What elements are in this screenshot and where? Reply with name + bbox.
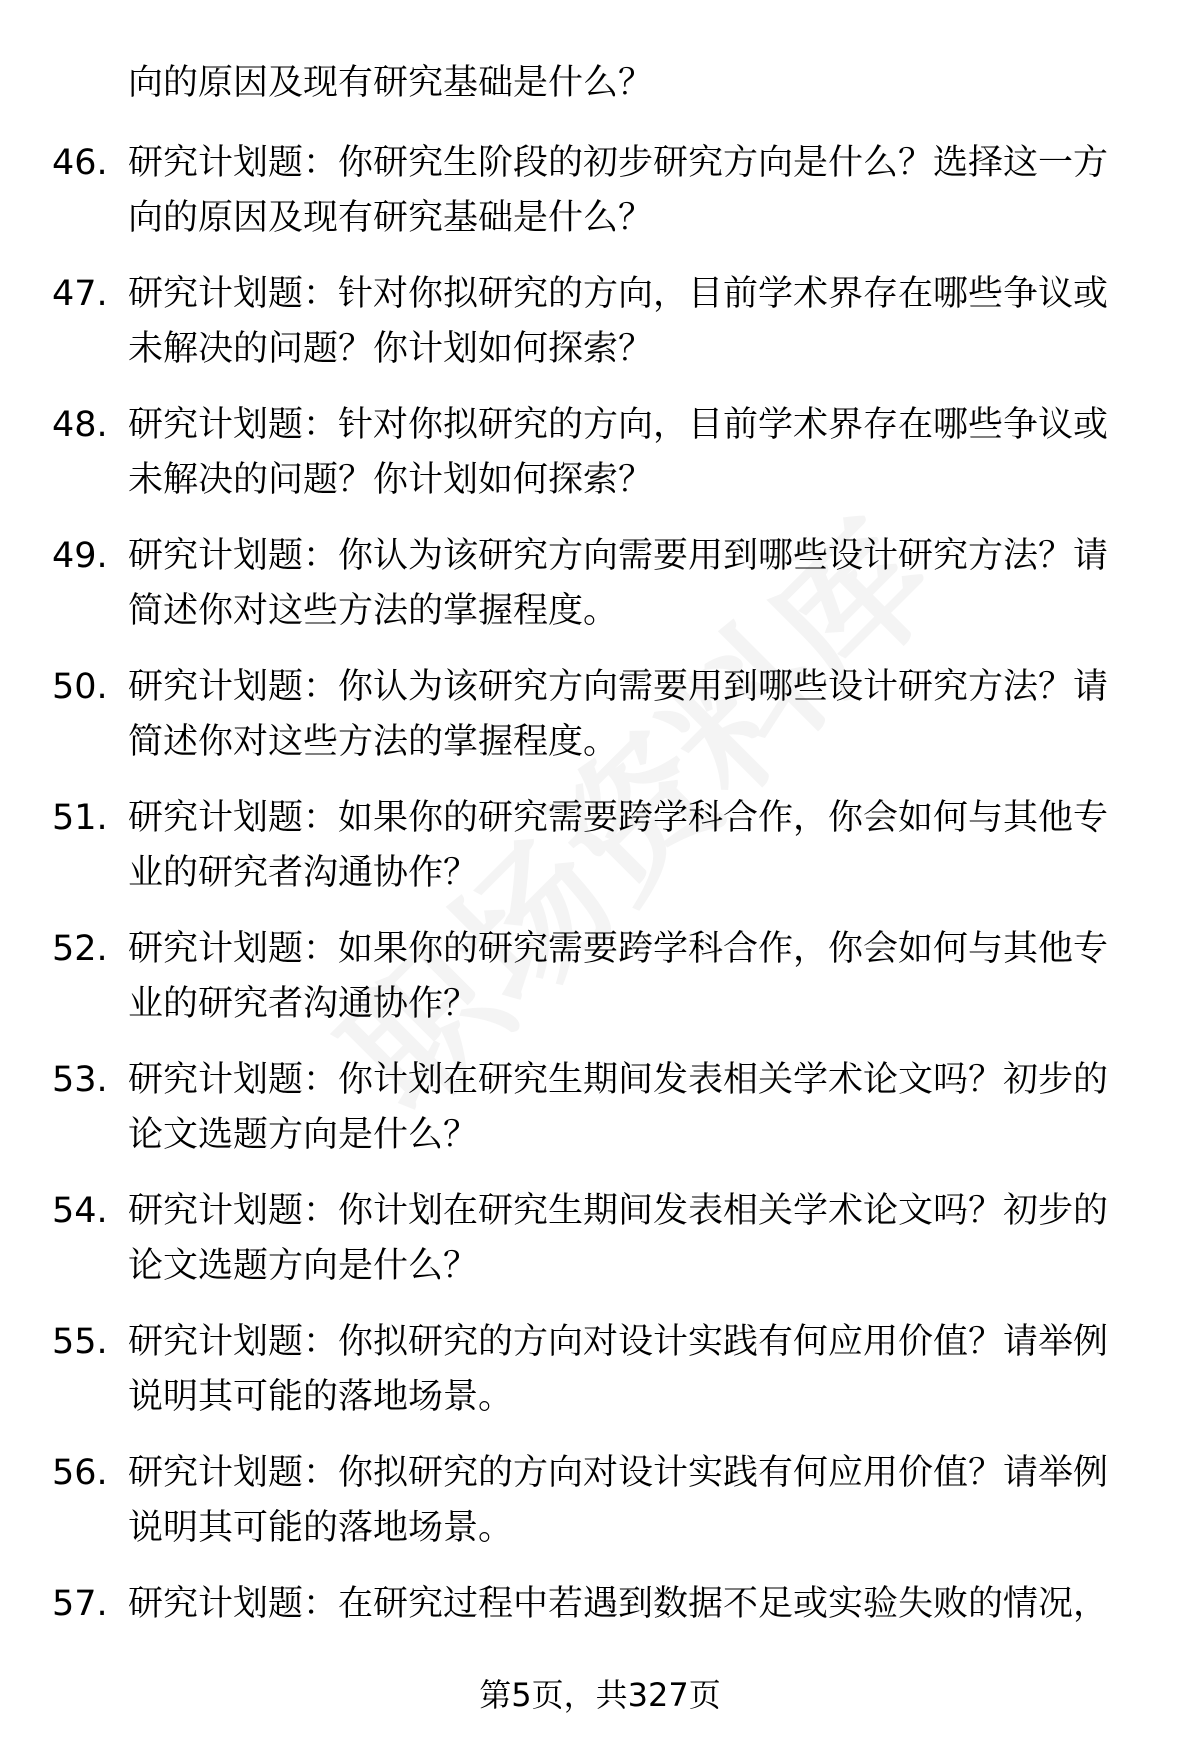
question-number: 47. <box>52 274 108 314</box>
question-item <box>0 1446 1200 1577</box>
question-text: 研究计划题：你拟研究的方向对设计实践有何应用价值？请举例说明其可能的落地场景。 <box>128 1453 1109 1548</box>
question-number: 48. <box>52 405 108 445</box>
question-item <box>0 136 1200 267</box>
question-number: 49. <box>52 536 108 576</box>
question-number: 52. <box>52 929 108 969</box>
question-number: 50. <box>52 667 108 707</box>
page-footer: 第5页，共327页 <box>479 1676 721 1714</box>
question-number: 51. <box>52 798 108 838</box>
question-text: 研究计划题：你计划在研究生期间发表相关学术论文吗？初步的论文选题方向是什么？ <box>128 1191 1109 1286</box>
continuation-text: 向的原因及现有研究基础是什么？ <box>128 63 654 103</box>
question-text: 研究计划题：你认为该研究方向需要用到哪些设计研究方法？请简述你对这些方法的掌握程度。 <box>128 536 1109 631</box>
question-item <box>0 791 1200 922</box>
question-item <box>0 267 1200 398</box>
question-text: 研究计划题：在研究过程中若遇到数据不足或实验失败的情况， <box>128 1584 1109 1624</box>
question-item <box>0 398 1200 529</box>
question-text: 研究计划题：针对你拟研究的方向，目前学术界存在哪些争议或未解决的问题？你计划如何探索？ <box>128 405 1109 500</box>
question-item <box>0 1053 1200 1184</box>
question-item <box>0 922 1200 1053</box>
question-text: 研究计划题：你拟研究的方向对设计实践有何应用价值？请举例说明其可能的落地场景。 <box>128 1322 1109 1417</box>
question-item <box>0 1184 1200 1315</box>
question-number: 55. <box>52 1322 108 1362</box>
question-text: 研究计划题：针对你拟研究的方向，目前学术界存在哪些争议或未解决的问题？你计划如何探索？ <box>128 274 1109 369</box>
question-number: 53. <box>52 1060 108 1100</box>
question-number: 57. <box>52 1584 108 1624</box>
question-number: 54. <box>52 1191 108 1231</box>
question-text: 研究计划题：你研究生阶段的初步研究方向是什么？选择这一方向的原因及现有研究基础是什么？ <box>128 143 1109 238</box>
question-number: 46. <box>52 143 108 183</box>
question-text: 研究计划题：你计划在研究生期间发表相关学术论文吗？初步的论文选题方向是什么？ <box>128 1060 1109 1155</box>
question-text: 研究计划题：如果你的研究需要跨学科合作，你会如何与其他专业的研究者沟通协作？ <box>128 929 1109 1024</box>
question-number: 56. <box>52 1453 108 1493</box>
question-text: 研究计划题：如果你的研究需要跨学科合作，你会如何与其他专业的研究者沟通协作？ <box>128 798 1109 893</box>
question-item <box>0 660 1200 791</box>
question-item <box>0 529 1200 660</box>
question-item <box>0 1315 1200 1446</box>
question-list <box>0 136 1200 1708</box>
question-text: 研究计划题：你认为该研究方向需要用到哪些设计研究方法？请简述你对这些方法的掌握程度。 <box>128 667 1109 762</box>
